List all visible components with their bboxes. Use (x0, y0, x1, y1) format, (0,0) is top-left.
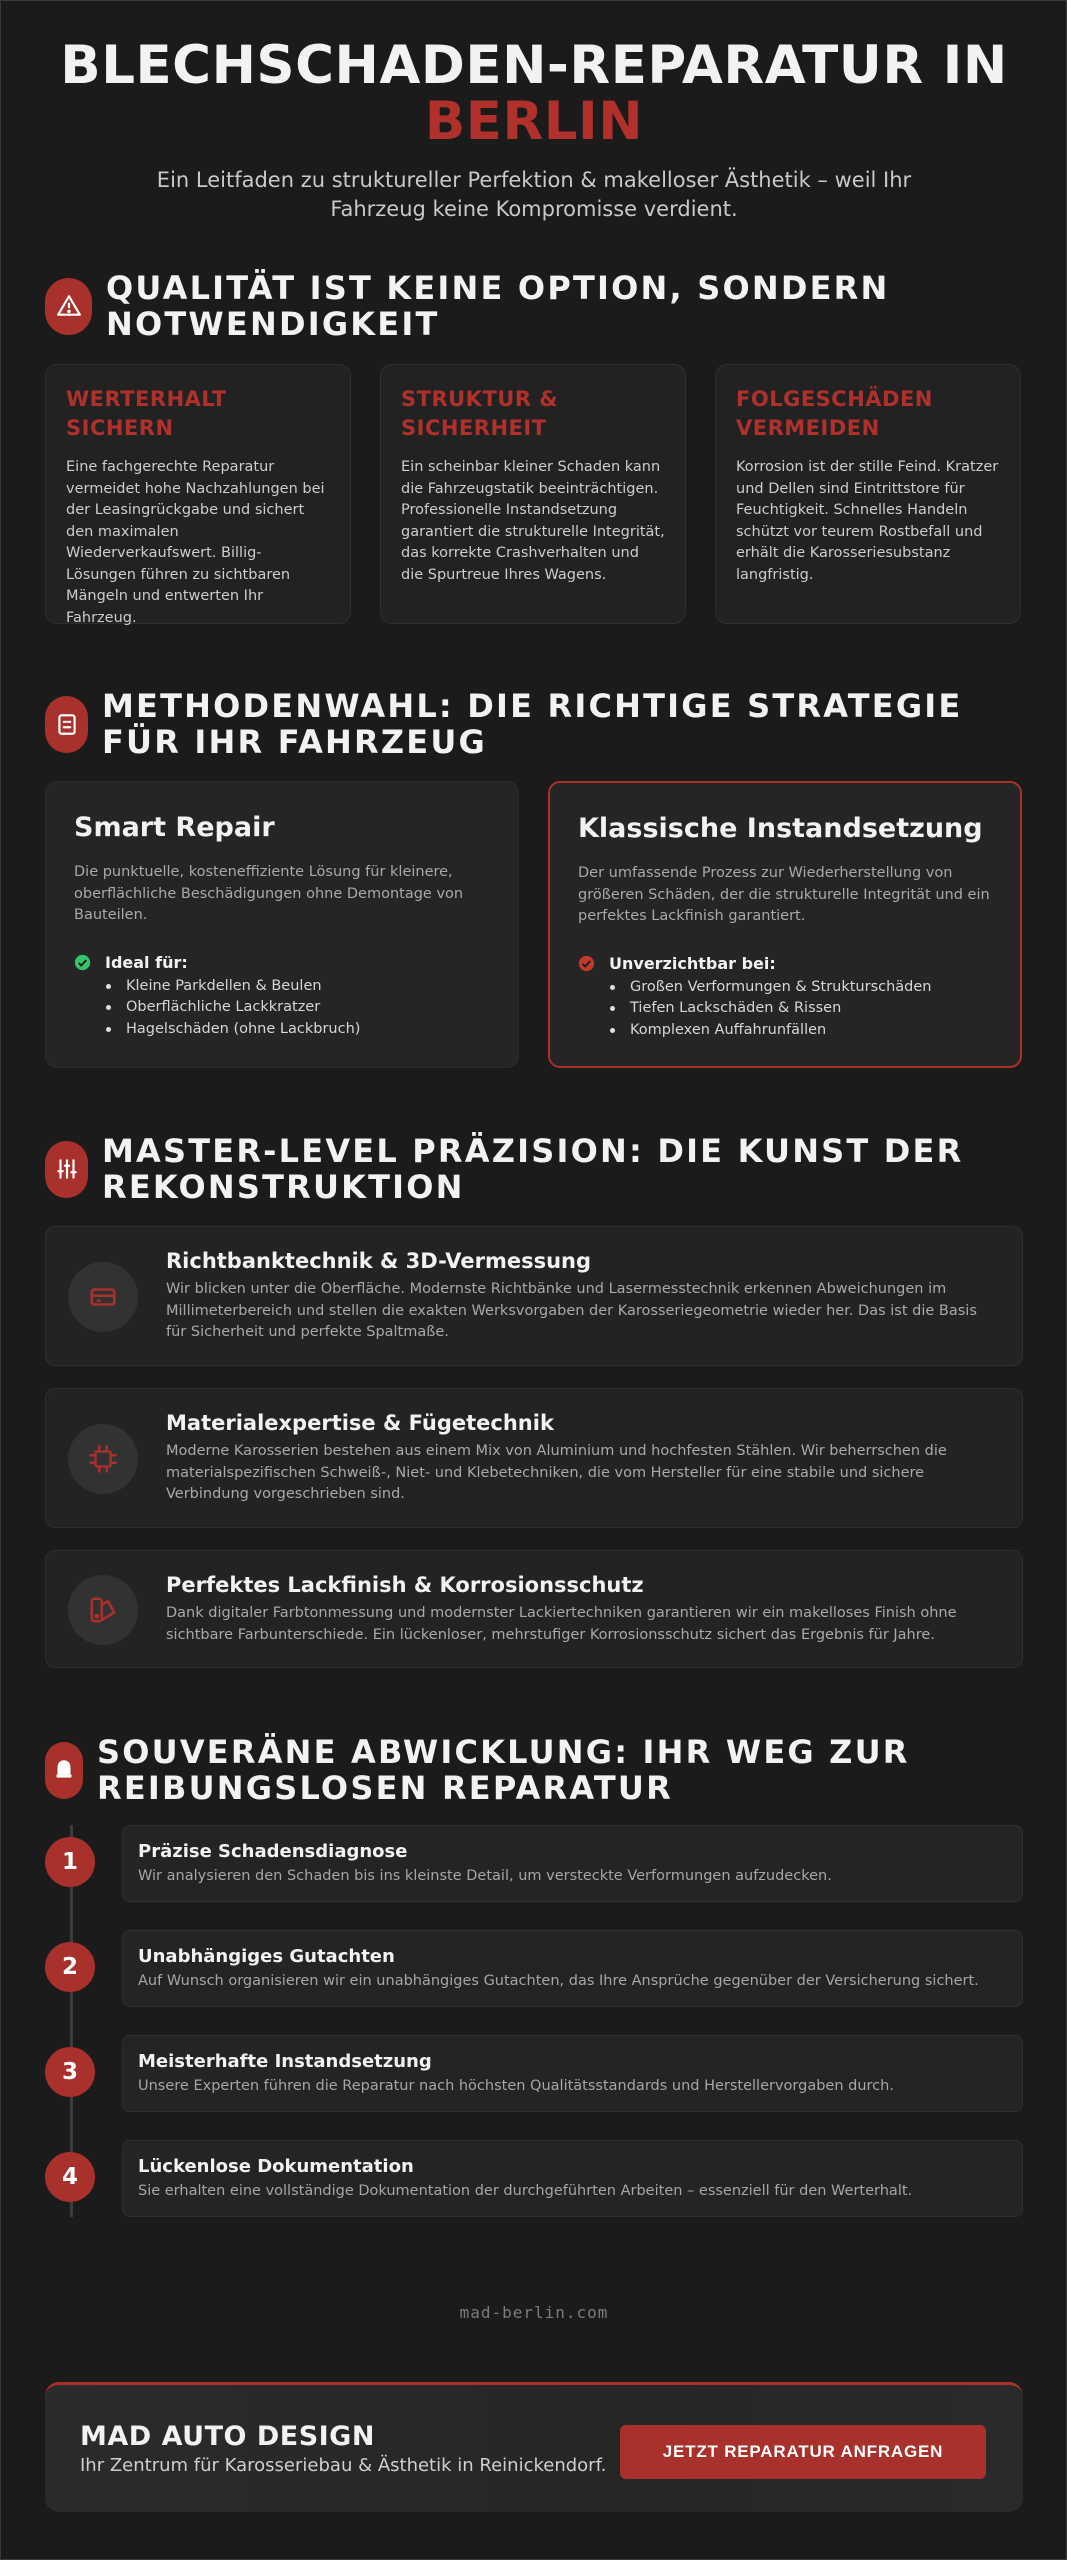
page-title-city: BERLIN (424, 91, 644, 152)
quality-section-heading (45, 270, 966, 342)
list-item: Kleine Parkdellen & Beulen (126, 976, 490, 998)
step-card-instandsetzung (122, 2035, 1023, 2112)
hero (45, 35, 1023, 224)
hero-subtitle: Ein Leitfaden zu struktureller Perfektion & makelloser Ästhetik – weil Ihr Fahrzeug keine Kompromisse verdient. (156, 168, 912, 221)
method-card-list-label (578, 954, 992, 973)
check-circle-icon (578, 955, 595, 972)
quality-card-werterhalt (45, 364, 351, 624)
cta-banner (45, 2382, 1023, 2512)
quality-card-text: Korrosion ist der stille Feind. Kratzer und Dellen sind Eintrittstore für Feuchtigkeit. Schnelles Handeln schützt vor teurem Rostbefall und erhält die Karosseriesubstanz langfristig. (736, 459, 999, 583)
precision-row-richtbank (45, 1226, 1023, 1366)
list-item: Hagelschäden (ohne Lackbruch) (126, 1019, 490, 1041)
quality-section-title: QUALITÄT IST KEINE OPTION, SONDERN NOTWENDIGKEIT (106, 269, 890, 343)
precision-row-text: Dank digitaler Farbtonmessung und modernster Lackiertechniken garantieren wir ein makelloses Finish ohne sichtbare Farbunterschiede. Ein lückenloser, mehrstufiger Korrosionsschutz sichert das Ergebnis für Jahre. (166, 1605, 957, 1643)
step-card-diagnose (122, 1825, 1023, 1902)
step-text: Unsere Experten führen die Reparatur nach höchsten Qualitätsstandards und Herstellervorgaben durch. (138, 2078, 894, 2094)
list-item: Oberflächliche Lackkratzer (126, 997, 490, 1019)
quality-card-title: STRUKTUR & SICHERHEIT (401, 387, 559, 440)
quality-card-text: Ein scheinbar kleiner Schaden kann die Fahrzeugstatik beeinträchtigen. Professionelle Instandsetzung garantiert die strukturelle Integrität, das korrekte Crashverhalten und die Spurtreue Ihres Wagens. (401, 459, 665, 583)
precision-row-lackfinish (45, 1550, 1023, 1668)
paint-swatch-icon (68, 1575, 138, 1645)
precision-row-title: Richtbanktechnik & 3D-Vermessung (166, 1249, 592, 1273)
method-cards (45, 781, 1023, 1068)
quality-card-folgeschaeden (715, 364, 1021, 624)
step-title: Unabhängiges Gutachten (138, 1946, 395, 1967)
quality-card-struktur (380, 364, 686, 624)
methods-section-title: METHODENWAHL: DIE RICHTIGE STRATEGIE FÜR IHR FAHRZEUG (102, 687, 963, 761)
list-item: Tiefen Lackschäden & Rissen (630, 998, 992, 1020)
step-title: Meisterhafte Instandsetzung (138, 2051, 432, 2072)
step-card-gutachten (122, 1930, 1023, 2007)
process-section-heading (45, 1734, 997, 1806)
list-item: Großen Verformungen & Strukturschäden (630, 977, 992, 999)
quality-cards (45, 364, 1023, 624)
step-text: Auf Wunsch organisieren wir ein unabhängiges Gutachten, das Ihre Ansprüche gegenüber der Versicherung sichert. (138, 1973, 979, 1989)
step-text: Wir analysieren den Schaden bis ins kleinste Detail, um versteckte Verformungen aufzudecken. (138, 1868, 832, 1884)
step-text: Sie erhalten eine vollständige Dokumentation der durchgeführten Arbeiten – essenziell für den Werterhalt. (138, 2183, 913, 2199)
method-card-smart-repair (45, 781, 519, 1068)
precision-row-title: Materialexpertise & Fügetechnik (166, 1411, 554, 1435)
process-section-title: SOUVERÄNE ABWICKLUNG: IHR WEG ZUR REIBUNGSLOSEN REPARATUR (97, 1733, 910, 1807)
method-list-label-text: Ideal für: (105, 952, 188, 972)
request-repair-button[interactable]: JETZT REPARATUR ANFRAGEN (620, 2425, 986, 2479)
sliders-icon (45, 1141, 88, 1198)
step-number: 1 (45, 1837, 95, 1887)
ruler-card-icon (68, 1262, 138, 1332)
step-number: 2 (45, 1942, 95, 1992)
quality-card-text: Eine fachgerechte Reparatur vermeidet hohe Nachzahlungen bei der Leasingrückgabe und sichert den maximalen Wiederverkaufswert. Billig-Lösungen führen zu sichtbaren Mängeln und entwerten Ihr Fahrzeug. (66, 459, 325, 626)
step-card-dokumentation (122, 2140, 1023, 2217)
method-list-label-text: Unverzichtbar bei: (609, 953, 776, 973)
step-title: Lückenlose Dokumentation (138, 2156, 414, 2177)
method-card-title: Smart Repair (74, 812, 275, 843)
method-card-description: Der umfassende Prozess zur Wiederherstellung von größeren Schäden, der die strukturelle Integrität und ein perfektes Lackfinish garantiert. (578, 865, 990, 924)
precision-section-title: MASTER-LEVEL PRÄZISION: DIE KUNST DER REKONSTRUKTION (102, 1132, 964, 1206)
chip-icon (68, 1424, 138, 1494)
brand-name: MAD AUTO DESIGN (80, 2421, 375, 2452)
precision-row-text: Wir blicken unter die Oberfläche. Modernste Richtbänke und Lasermesstechnik erkennen Abweichungen im Millimeterbereich und stellen die exakten Werksvorgaben der Karosseriegeometrie wieder her. Das ist die Basis für Sicherheit und perfekte Spaltmaße. (166, 1281, 977, 1340)
method-card-list (630, 977, 992, 1042)
precision-row-text: Moderne Karosserien bestehen aus einem Mix von Aluminium und hochfesten Stählen. Wir beherrschen die materialspezifischen Schweiß-, Niet- und Klebetechniken, die vom Hersteller für eine stabile und sichere Verbindung vorgeschrieben sind. (166, 1443, 947, 1502)
quality-card-title: WERTERHALT SICHERN (66, 387, 227, 440)
method-card-list (126, 976, 490, 1041)
list-item: Komplexen Auffahrunfällen (630, 1020, 992, 1042)
page-title-line1: BLECHSCHADEN-REPARATUR IN (60, 35, 1008, 96)
method-card-klassisch (548, 781, 1022, 1068)
step-number: 4 (45, 2152, 95, 2202)
method-card-title: Klassische Instandsetzung (578, 813, 983, 844)
step-title: Präzise Schadensdiagnose (138, 1841, 408, 1862)
clipboard-icon (45, 696, 88, 753)
method-card-list-label (74, 953, 490, 972)
website-domain: mad-berlin.com (459, 2303, 609, 2322)
precision-row-title: Perfektes Lackfinish & Korrosionsschutz (166, 1573, 644, 1597)
method-card-description: Die punktuelle, kosteneffiziente Lösung für kleinere, oberflächliche Beschädigungen ohne Demontage von Bauteilen. (74, 864, 464, 923)
step-number: 3 (45, 2047, 95, 2097)
precision-row-material (45, 1388, 1023, 1528)
brand-tagline: Ihr Zentrum für Karosseriebau & Ästhetik in Reinickendorf. (80, 2455, 607, 2476)
page-title (45, 35, 1023, 152)
bell-icon (45, 1742, 83, 1799)
check-circle-icon (74, 954, 91, 971)
warning-triangle-icon (45, 278, 92, 335)
precision-section-heading (45, 1133, 1002, 1205)
quality-card-title: FOLGESCHÄDEN VERMEIDEN (736, 387, 933, 440)
methods-section-heading (45, 688, 1002, 760)
